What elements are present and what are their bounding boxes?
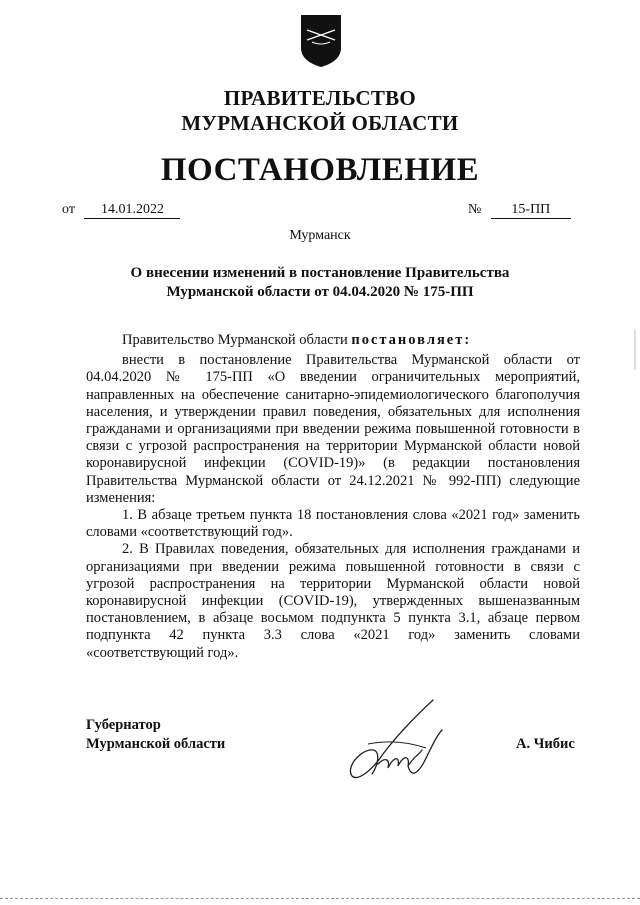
org-name-line1: ПРАВИТЕЛЬСТВО [223, 86, 417, 110]
number-block [468, 202, 571, 219]
number-prefix: № [468, 202, 482, 217]
paragraph-3: 2. В Правилах поведения, обязательных для исполнения гражданами и организациями при введении режима повышенной готовности в связи с угрозой распространения на территории Мурманской области новой коронавирусной инфекции (COVID-19), утвержденных вышеназванным постановлением, в абзаце восьмом подпункта 5 пункта 3.1, абзаце первом подпункта 42 пункта 3.3 слова «2021 год» заменить словами «соответствующий год». [86, 541, 580, 661]
signer-title-line2: Мурманской области [86, 736, 226, 752]
preamble [86, 332, 580, 349]
coat-of-arms-emblem [298, 12, 344, 68]
signer-title [86, 716, 225, 754]
document-date: 14.01.2022 [84, 202, 180, 219]
document-number: 15-ПП [491, 202, 571, 219]
subject-line1: О внесении изменений в постановление Правительства [130, 265, 510, 281]
document-body [86, 332, 580, 662]
date-prefix: от [62, 202, 75, 217]
signer-name: А. Чибис [516, 736, 575, 752]
preamble-lead: Правительство Мурманской области [122, 332, 352, 348]
paragraph-2: 1. В абзаце третьем пункта 18 постановления слова «2021 год» заменить словами «соответствующий год». [86, 507, 580, 541]
city: Мурманск [289, 228, 351, 243]
preamble-verb: постановляет: [351, 332, 472, 348]
scan-bottom-artifact [0, 898, 640, 900]
handwritten-signature [338, 694, 458, 794]
signer-title-line1: Губернатор [86, 717, 161, 733]
date-block [62, 202, 180, 219]
paragraph-1: внести в постановление Правительства Мурманской области от 04.04.2020 № 175-ПП «О введении ограничительных мероприятий, направленных на обеспечение санитарно-эпидемиологического благополучия населения, и утверждении правил поведения, обязательных для исполнения гражданами и организациями при введении режима повышенной готовности в связи с угрозой распространения на территории Мурманской области новой коронавирусной инфекции (COVID-19)» (в редакции постановления Правительства Мурманской области от 24.12.2021 № 992-ПП) следующие изменения: [86, 352, 580, 506]
document-subject [0, 264, 640, 302]
org-name-line2: МУРМАНСКОЙ ОБЛАСТИ [181, 111, 459, 135]
subject-line2: Мурманской области от 04.04.2020 № 175-ПП [166, 284, 474, 300]
scan-margin-artifact [634, 330, 636, 370]
document-type: ПОСТАНОВЛЕНИЕ [160, 152, 480, 188]
